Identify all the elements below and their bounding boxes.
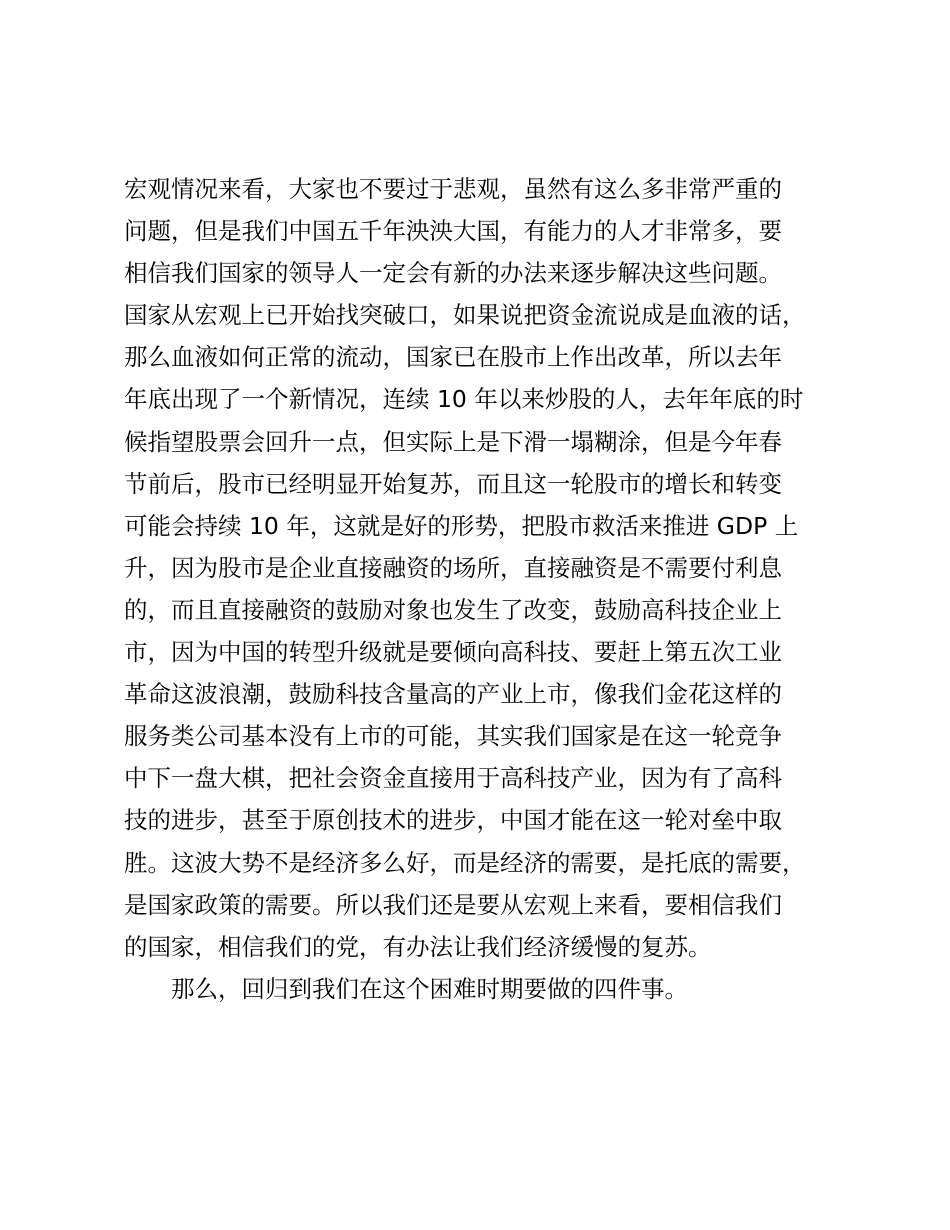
text-line: 可能会持续 10 年，这就是好的形势，把股市救活来推进 GDP 上: [124, 511, 799, 540]
text-line: 是国家政策的需要。所以我们还是要从宏观上来看，要相信我们: [124, 890, 782, 919]
text-line: 的，而且直接融资的鼓励对象也发生了改变，鼓励高科技企业上: [124, 595, 782, 624]
text-line: 候指望股票会回升一点，但实际上是下滑一塌糊涂，但是今年春: [124, 427, 782, 456]
closing-paragraph: 那么，回归到我们在这个困难时期要做的四件事。: [171, 974, 688, 1003]
text-line: 中下一盘大棋，把社会资金直接用于高科技产业，因为有了高科: [124, 764, 782, 793]
text-line: 问题，但是我们中国五千年泱泱大国，有能力的人才非常多，要: [124, 217, 782, 246]
text-line: 那么血液如何正常的流动，国家已在股市上作出改革，所以去年: [124, 343, 782, 372]
body-text: [124, 168, 844, 1010]
text-line: 宏观情况来看，大家也不要过于悲观，虽然有这么多非常严重的: [124, 175, 782, 203]
text-line: 胜。这波大势不是经济多么好，而是经济的需要，是托底的需要，: [124, 848, 806, 877]
text-line: 国家从宏观上已开始找突破口，如果说把资金流说成是血液的话，: [124, 301, 806, 330]
text-line: 技的进步，甚至于原创技术的进步，中国才能在这一轮对垒中取: [124, 806, 782, 835]
text-line: 革命这波浪潮，鼓励科技含量高的产业上市，像我们金花这样的: [124, 680, 782, 709]
text-line: 升，因为股市是企业直接融资的场所，直接融资是不需要付利息: [124, 553, 782, 582]
text-line: 服务类公司基本没有上市的可能，其实我们国家是在这一轮竞争: [124, 722, 782, 751]
text-line: 的国家，相信我们的党，有办法让我们经济缓慢的复苏。: [124, 932, 712, 961]
text-line: 市，因为中国的转型升级就是要倾向高科技、要赶上第五次工业: [124, 638, 782, 667]
text-line: 节前后，股市已经明显开始复苏，而且这一轮股市的增长和转变: [124, 469, 782, 498]
text-line: 年底出现了一个新情况，连续 10 年以来炒股的人，去年年底的时: [124, 385, 804, 414]
text-line: 相信我们国家的领导人一定会有新的办法来逐步解决这些问题。: [124, 259, 782, 288]
